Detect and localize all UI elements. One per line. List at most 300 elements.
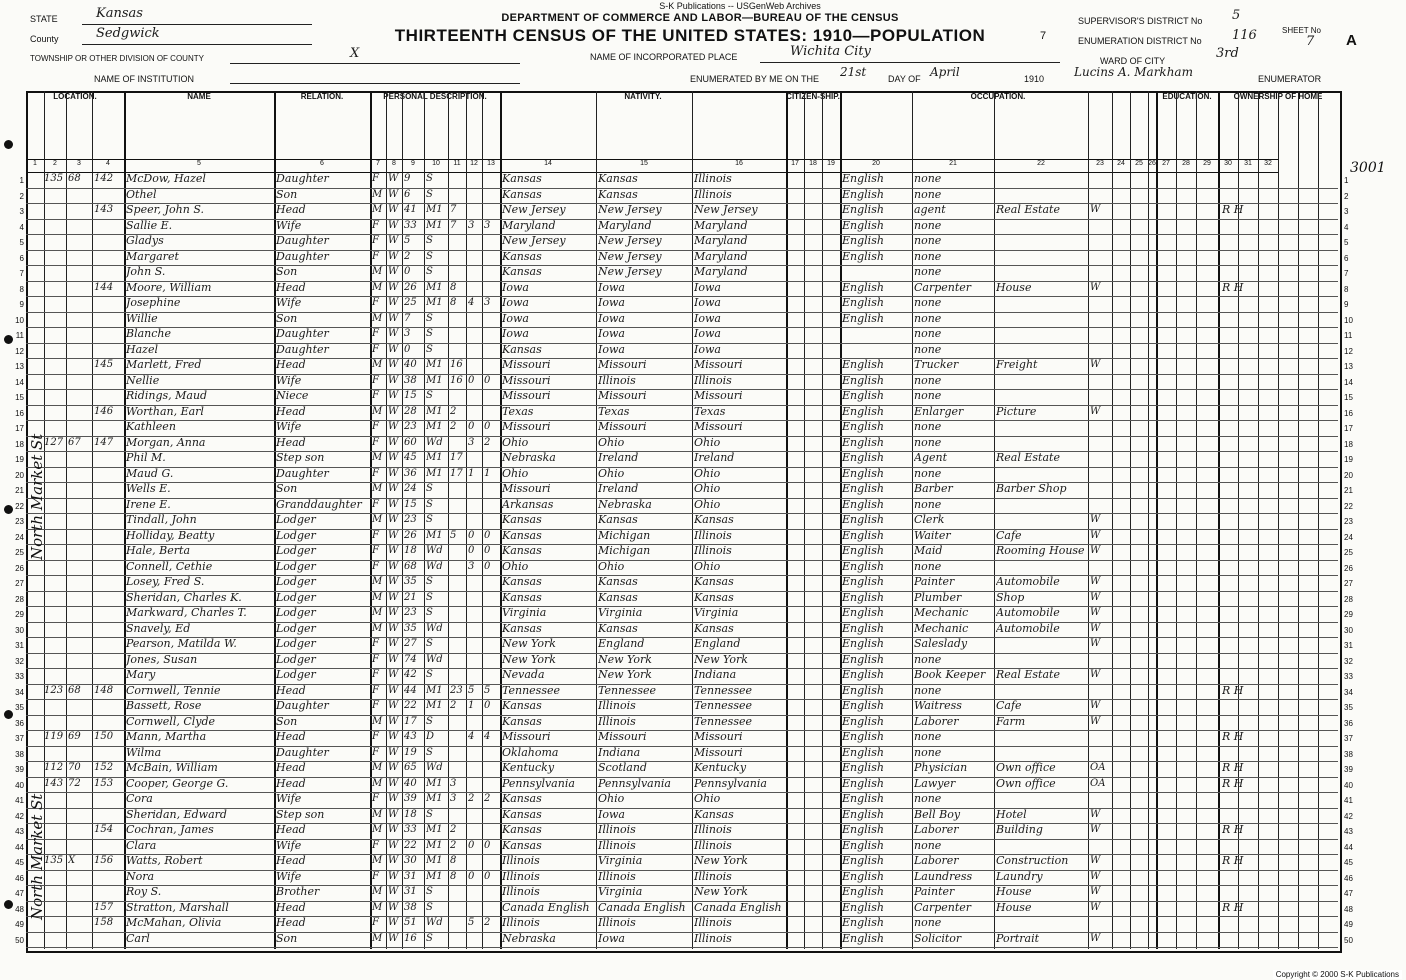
cell-name: Phil M. [126,451,166,464]
cell-occ: Painter [914,885,955,898]
line-number-right: 25 [1344,548,1353,557]
line-number: 3 [19,207,24,216]
cell-bp: Kansas [502,838,542,852]
cell-emp: W [1090,700,1101,711]
cell-ind: Real Estate [996,451,1060,464]
cell-bpf: Ohio [598,466,625,480]
cell-sex: F [372,917,379,928]
cell-emp: W [1090,808,1101,820]
cell-rel: Daughter [276,172,329,185]
line-number: 11 [15,331,24,340]
line-number: 28 [15,594,24,604]
cell-bp: Kansas [502,823,542,836]
cell-occ: none [914,435,942,449]
cell-name: Worthan, Earl [126,404,204,418]
cell-own: R H [1222,730,1244,743]
cell-bpf: Illinois [598,838,636,852]
cell-bp: Kansas [502,621,542,635]
cell-bp: Arkansas [502,497,554,511]
cell-ch1: 2 [468,793,475,804]
column-number: 11 [448,159,466,173]
line-number: 15 [15,393,24,402]
cell-bp: Tennessee [502,683,560,697]
cell-bpf: Missouri [598,420,647,433]
cell-rel: Wife [276,792,302,805]
binding-hole [4,140,13,149]
cell-rel: Head [276,358,306,371]
line-number: 38 [15,749,24,759]
line-number: 39 [15,765,24,774]
line-number-right: 50 [1344,935,1353,945]
column-number: 4 [92,159,124,173]
cell-ind: Automobile [996,606,1060,619]
line-number: 24 [15,532,24,542]
cell-ind: Farm [996,714,1026,728]
cell-ms: S [426,498,433,510]
line-number: 2 [19,191,24,201]
cell-sex: M [372,932,383,944]
cell-bp: Nevada [502,668,545,681]
cell-ms: S [426,669,433,680]
cell-own: R H [1222,761,1244,774]
line-number: 19 [15,455,24,464]
cell-ch2: 3 [484,297,491,308]
cell-yrs: 17 [450,452,463,463]
line-number: 21 [15,486,24,495]
supervisor-value: 5 [1232,8,1241,23]
cell-age: 26 [404,529,417,541]
cell-ind: Own office [996,776,1056,790]
cell-name: Bassett, Rose [126,699,202,712]
cell-ms: M1 [426,855,443,866]
cell-yrs: 2 [450,405,457,417]
cell-name: Pearson, Matilda W. [126,637,237,650]
cell-rel: Son [276,482,298,495]
cell-ch1: 3 [468,219,475,231]
line-number: 23 [15,517,24,526]
cell-bpf: Kansas [598,513,638,526]
name-header: NAME [124,91,275,159]
cell-age: 35 [404,622,417,634]
cell-sex: F [372,731,379,742]
line-number: 49 [15,920,24,929]
cell-yrs: 23 [450,684,463,696]
month-value: April [930,65,960,79]
cell-rel: Wife [276,296,302,309]
cell-ms: S [426,390,433,401]
cell-race: W [388,669,399,680]
cell-bp: Missouri [502,389,551,402]
place-label: NAME OF INCORPORATED PLACE [590,52,738,62]
cell-rel: Lodger [276,606,316,619]
line-number-right: 33 [1344,672,1353,681]
cell-occ: Enlarger [914,404,964,418]
cell-bp: Ohio [502,559,529,573]
column-number: 18 [804,159,822,173]
cell-race: W [388,917,399,928]
line-number-right: 4 [1344,222,1349,232]
cell-occ: Agent [914,451,947,464]
cell-occ: none [914,234,942,247]
cell-bp: Pennsylvania [502,776,575,790]
cell-bpf: Iowa [598,342,625,356]
cell-fam: 154 [94,824,114,835]
cell-rel: Head [276,683,306,697]
cell-name: Cora [126,792,153,805]
cell-bpf: Illinois [598,823,636,836]
publisher-line: S-K Publications -- USGenWeb Archives [659,1,821,11]
cell-bp: New York [502,637,556,650]
cell-ch1: 0 [468,839,475,851]
line-number-right: 37 [1344,734,1353,743]
cell-bpm: Ohio [694,792,721,805]
cell-bpf: Missouri [598,358,647,371]
cell-ch1: 0 [468,529,475,541]
cell-yrs: 16 [450,359,463,370]
cell-sex: M [372,808,383,820]
cell-race: W [388,390,399,401]
cell-ch1: 4 [468,731,475,742]
enumeration-value: 116 [1232,28,1257,43]
cell-lang: English [842,606,884,619]
line-number: 6 [19,253,24,263]
line-number: 45 [15,858,24,867]
cell-ch1: 5 [468,917,475,928]
cell-lang: English [842,497,884,511]
line-number: 8 [19,284,24,294]
cell-sex: M [372,607,383,618]
cell-ind: Freight [996,358,1038,371]
cell-age: 51 [404,917,417,928]
cell-ms: M1 [426,297,443,308]
line-number-right: 45 [1344,858,1353,867]
cell-ms: M1 [426,405,443,417]
cell-fam: 143 [94,204,114,215]
cell-race: W [388,204,399,215]
cell-bp: Ohio [502,435,529,449]
line-number: 40 [15,780,24,790]
cell-bpf: Tennessee [598,683,656,697]
day-value: 21st [840,65,867,79]
cell-bpm: Tennessee [694,683,752,697]
cell-race: W [388,560,399,572]
cell-sex: M [372,886,383,897]
cell-name: Cooper, George G. [126,776,229,790]
cell-ms: S [426,328,433,339]
cell-occ: agent [914,203,946,216]
cell-sex: F [372,638,379,649]
cell-yrs: 7 [450,219,457,231]
line-number: 14 [15,377,24,387]
cell-ms: M1 [426,870,443,882]
cell-lang: English [842,249,884,263]
cell-bpm: Maryland [694,234,748,247]
cell-occ: Barber [914,482,953,495]
line-number-right: 14 [1344,377,1353,387]
cell-fam: 146 [94,405,114,417]
cell-ms: M1 [426,777,443,789]
cell-fam: 156 [94,855,114,866]
column-number: 3 [66,159,92,173]
cell-ind: Building [996,823,1043,836]
line-number-right: 3 [1344,207,1349,216]
cell-bpf: Kansas [598,575,638,588]
cell-bpm: Ohio [694,435,721,449]
cell-bp: Missouri [502,482,551,495]
relation-header: RELATION. [274,91,371,159]
cell-age: 0 [404,343,411,355]
cell-bp: Kansas [502,172,542,185]
cell-rel: Wife [276,838,302,852]
cell-bpf: New Jersey [598,249,662,263]
cell-ms: Wd [426,917,443,928]
cell-bp: Kansas [502,265,542,278]
cell-race: W [388,281,399,293]
cell-emp: W [1090,669,1101,680]
cell-yrs: 2 [450,421,457,432]
line-number: 31 [15,641,24,650]
cell-ind: Rooming House [996,544,1085,557]
cell-sex: M [372,901,383,913]
location-header: LOCATION. [26,91,125,159]
cell-race: W [388,343,399,355]
cell-bpf: Canada English [598,900,686,914]
cell-bpm: Ohio [694,559,721,573]
cell-sex: M [372,855,383,866]
line-number: 20 [15,470,24,480]
cell-occ: Waitress [914,699,962,712]
cell-name: Markward, Charles T. [126,606,247,619]
cell-name: Cornwell, Tennie [126,683,221,697]
cell-bpf: Ohio [598,559,625,573]
cell-house: 112 [44,762,64,773]
cell-bp: Illinois [502,869,540,883]
cell-race: W [388,607,399,618]
cell-bpf: Michigan [598,544,651,557]
cell-ms: S [426,514,433,525]
line-number: 17 [15,424,24,433]
cell-bp: Kansas [502,544,542,557]
cell-occ: none [914,265,942,278]
cell-bpm: Kansas [694,513,734,526]
line-number-right: 24 [1344,532,1353,542]
cell-emp: W [1090,638,1101,649]
cell-bpf: Maryland [598,218,652,232]
binding-hole [4,505,13,514]
line-number-right: 36 [1344,718,1353,728]
cell-race: W [388,932,399,944]
cell-bpf: Missouri [598,730,647,743]
cell-age: 19 [404,746,417,758]
cell-name: Irene E. [126,497,171,511]
column-number: 6 [274,159,370,173]
cell-bpm: Virginia [694,606,739,619]
cell-lang: English [842,234,884,247]
cell-rel: Daughter [276,249,329,263]
cell-bp: Kansas [502,575,542,588]
line-number-right: 47 [1344,889,1353,898]
cell-bp: Nebraska [502,931,556,945]
cell-rel: Son [276,931,298,945]
cell-sex: F [372,467,379,479]
cell-ms: M1 [426,467,443,479]
cell-house: 123 [44,684,64,696]
cell-bp: Illinois [502,854,540,867]
cell-name: Gladys [126,234,164,247]
cell-bpm: Pennsylvania [694,776,767,790]
line-number: 13 [15,362,24,371]
cell-rel: Lodger [276,668,316,681]
cell-ms: M1 [426,452,443,463]
cell-bpf: Michigan [598,528,651,542]
cell-bpm: Illinois [694,916,732,929]
cell-occ: Laundress [914,869,973,883]
county-value: Sedgwick [96,26,160,41]
cell-bpm: Missouri [694,745,743,759]
cell-occ: none [914,373,942,387]
line-number-right: 6 [1344,253,1349,263]
cell-ms: M1 [426,700,443,711]
cell-bpm: Ohio [694,497,721,511]
cell-age: 36 [404,467,417,479]
line-number: 47 [15,889,24,898]
cell-ch1: 4 [468,297,475,308]
cell-name: Wells E. [126,482,171,495]
cell-rel: Head [276,730,306,743]
line-number-right: 1 [1344,176,1349,185]
cell-bpm: Iowa [694,311,721,325]
cell-age: 2 [404,250,411,262]
cell-ms: M1 [426,219,443,231]
cell-race: W [388,638,399,649]
binding-hole [4,335,13,344]
cell-bpm: Iowa [694,296,721,309]
cell-bp: Illinois [502,885,540,898]
cell-age: 38 [404,901,417,913]
cell-rel: Step son [276,451,325,464]
cell-occ: Mechanic [914,606,969,619]
cell-emp: W [1090,529,1101,541]
cell-bp: Illinois [502,916,540,929]
line-number: 50 [15,935,24,945]
cell-sex: F [372,793,379,804]
line-number: 22 [15,501,24,511]
page-title: THIRTEENTH CENSUS OF THE UNITED STATES: 1910—POPULATION [394,26,986,45]
cell-bpf: Illinois [598,699,636,712]
cell-lang: English [842,869,884,883]
cell-name: Blanche [126,327,171,340]
cell-house: 127 [44,436,64,448]
cell-name: Sheridan, Edward [126,807,227,821]
cell-age: 31 [404,886,417,897]
cell-bpf: Iowa [598,807,625,821]
cell-name: Carl [126,931,150,945]
cell-age: 45 [404,452,417,463]
cell-race: W [388,452,399,463]
column-number: 5 [124,159,274,173]
cell-ind: House [996,900,1032,914]
cell-sex: F [372,436,379,448]
cell-bpf: New Jersey [598,234,662,247]
cell-occ: Carpenter [914,280,972,294]
cell-ms: M1 [426,421,443,432]
cell-age: 16 [404,932,417,944]
cell-lang: English [842,466,884,480]
line-number-right: 21 [1344,486,1353,495]
cell-age: 28 [404,405,417,417]
cell-ind: House [996,885,1032,898]
cell-sex: F [372,684,379,696]
cell-rel: Lodger [276,590,316,604]
cell-name: Willie [126,311,158,325]
cell-age: 33 [404,219,417,231]
cell-yrs: 8 [450,870,457,882]
column-number: 16 [692,159,786,173]
cell-ch1: 3 [468,436,475,448]
cell-race: W [388,297,399,308]
cell-ch2: 1 [484,467,491,479]
cell-sex: M [372,514,383,525]
cell-ms: S [426,932,433,944]
line-number: 46 [15,873,24,883]
street-label-lower: North Market St [28,793,46,920]
cell-race: W [388,700,399,711]
cell-lang: English [842,714,884,728]
side-note: 3001 [1350,160,1386,176]
cell-sex: F [372,560,379,572]
cell-ms: Wd [426,545,443,556]
cell-rel: Granddaughter [276,497,362,511]
cell-bp: Missouri [502,373,551,387]
cell-emp: W [1090,901,1101,913]
sheet-letter: A [1346,32,1357,49]
cell-emp: OA [1090,762,1106,773]
cell-occ: none [914,187,942,201]
cell-ms: M1 [426,204,443,215]
cell-bpm: New York [694,885,748,898]
cell-bp: Nebraska [502,451,556,464]
cell-sex: M [372,576,383,587]
education-header: EDUCATION. [1156,91,1219,159]
cell-emp: W [1090,359,1101,370]
cell-bpf: Iowa [598,931,625,945]
cell-race: W [388,886,399,897]
cell-own: R H [1222,203,1244,216]
cell-ms: M1 [426,359,443,370]
cell-sex: F [372,669,379,680]
cell-name: Cornwell, Clyde [126,714,216,728]
cell-bpm: Ohio [694,482,721,495]
cell-age: 22 [404,839,417,851]
cell-race: W [388,514,399,525]
cell-sex: M [372,312,383,324]
cell-ms: S [426,638,433,649]
cell-sex: F [372,343,379,355]
column-number: 14 [500,159,596,173]
cell-sex: F [372,700,379,711]
cell-name: Wilma [126,745,162,759]
cell-lang: English [842,187,884,201]
cell-bpm: Maryland [694,218,748,232]
cell-age: 23 [404,421,417,432]
cell-bpf: Virginia [598,606,643,619]
cell-ind: Automobile [996,621,1060,635]
cell-rel: Head [276,280,306,294]
cell-lang: English [842,900,884,914]
cell-age: 23 [404,514,417,525]
line-number: 36 [15,718,24,728]
cell-bpm: Maryland [694,265,748,278]
